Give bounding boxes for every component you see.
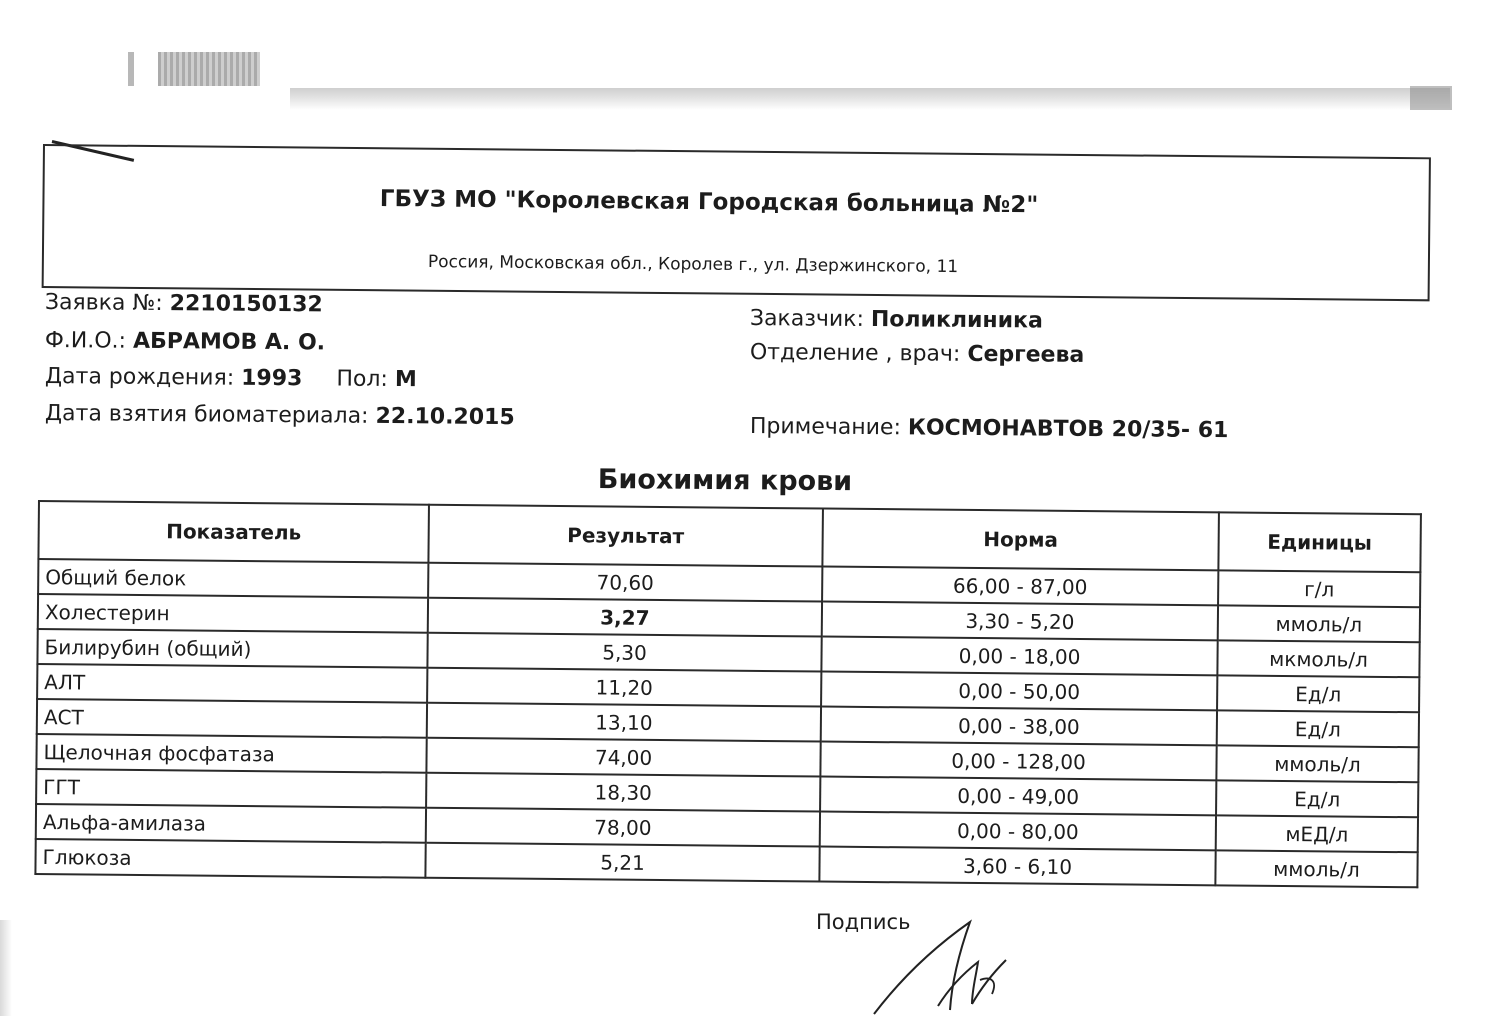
result-value: 3,27 (428, 598, 822, 637)
customer-value: Поликлиника (870, 307, 1043, 334)
indicator-name: Альфа-амилаза (36, 804, 426, 843)
norm-range: 3,30 - 5,20 (822, 602, 1218, 641)
norm-range: 0,00 - 38,00 (821, 707, 1217, 746)
indicator-name: АСТ (37, 699, 427, 738)
norm-range: 0,00 - 49,00 (820, 777, 1216, 816)
header-result: Результат (428, 505, 823, 567)
department-value: Сергеева (967, 341, 1085, 368)
header-units: Единицы (1218, 512, 1421, 572)
result-value: 5,30 (427, 633, 821, 672)
result-value: 5,21 (425, 843, 819, 882)
unit: ммоль/л (1216, 745, 1418, 782)
customer-field (750, 306, 1043, 334)
order-number-field (45, 290, 323, 317)
results-table (34, 500, 1422, 888)
hospital-address: Россия, Московская обл., Королев г., ул. Дзержинского, 11 (427, 252, 959, 278)
unit: Ед/л (1217, 710, 1419, 747)
results-table-wrap (34, 500, 1422, 888)
header-box (42, 144, 1431, 301)
norm-range: 66,00 - 87,00 (822, 567, 1218, 606)
birth-value: 1993 (241, 365, 303, 392)
sample-date-label: Дата взятия биоматериала: (44, 401, 369, 429)
result-value: 70,60 (428, 563, 822, 602)
unit: Ед/л (1217, 675, 1419, 712)
redacted-mark (128, 52, 134, 86)
scan-corner-shadow (1410, 86, 1452, 110)
result-value: 74,00 (426, 738, 820, 777)
result-value: 18,30 (426, 773, 820, 812)
indicator-name: Щелочная фосфатаза (36, 734, 426, 773)
norm-range: 3,60 - 6,10 (819, 847, 1215, 886)
unit: ммоль/л (1218, 605, 1420, 642)
indicator-name: Холестерин (38, 594, 428, 633)
norm-range: 0,00 - 50,00 (821, 672, 1217, 711)
redacted-area (158, 52, 260, 86)
birth-label: Дата рождения: (44, 364, 235, 391)
header-indicator: Показатель (38, 501, 429, 563)
result-value: 11,20 (427, 668, 821, 707)
indicator-name: Билирубин (общий) (37, 629, 427, 668)
note-value: КОСМОНАВТОВ 20/35- 61 (907, 415, 1229, 444)
unit: ммоль/л (1215, 850, 1417, 887)
norm-range: 0,00 - 80,00 (820, 812, 1216, 851)
sample-date-value: 22.10.2015 (375, 403, 515, 431)
sex-value: М (394, 367, 417, 393)
norm-range: 0,00 - 18,00 (821, 637, 1217, 676)
patient-name-label: Ф.И.О.: (44, 328, 127, 354)
birth-field (45, 364, 417, 392)
order-number-label: Заявка №: (44, 290, 163, 317)
handwritten-signature (860, 910, 1020, 1016)
report-title: Биохимия крови (597, 464, 853, 498)
header-norm: Норма (822, 509, 1219, 571)
patient-name-field (45, 328, 325, 355)
scan-left-shadow (0, 920, 12, 1016)
department-label: Отделение , врач: (749, 340, 961, 367)
result-value: 78,00 (426, 808, 820, 847)
hospital-name: ГБУЗ МО "Королевская Городская больница №2" (379, 186, 1039, 219)
indicator-name: ГГТ (36, 769, 426, 808)
department-field (750, 340, 1085, 368)
unit: г/л (1218, 570, 1420, 607)
result-value: 13,10 (427, 703, 821, 742)
sex-label: Пол: (336, 366, 388, 392)
unit: Ед/л (1216, 780, 1418, 817)
indicator-name: Глюкоза (35, 839, 425, 878)
sample-date-field (45, 401, 515, 430)
patient-name-value: АБРАМОВ А. О. (132, 328, 326, 356)
signature-label: Подпись (816, 910, 911, 934)
indicator-name: Общий белок (38, 559, 428, 598)
scan-edge-shadow (290, 88, 1450, 110)
unit: мкмоль/л (1217, 640, 1419, 677)
note-label: Примечание: (749, 414, 902, 441)
unit: мЕД/л (1216, 815, 1418, 852)
note-field (750, 414, 1229, 443)
indicator-name: АЛТ (37, 664, 427, 703)
customer-label: Заказчик: (749, 306, 865, 332)
order-number-value: 2210150132 (169, 291, 323, 318)
norm-range: 0,00 - 128,00 (820, 742, 1216, 781)
